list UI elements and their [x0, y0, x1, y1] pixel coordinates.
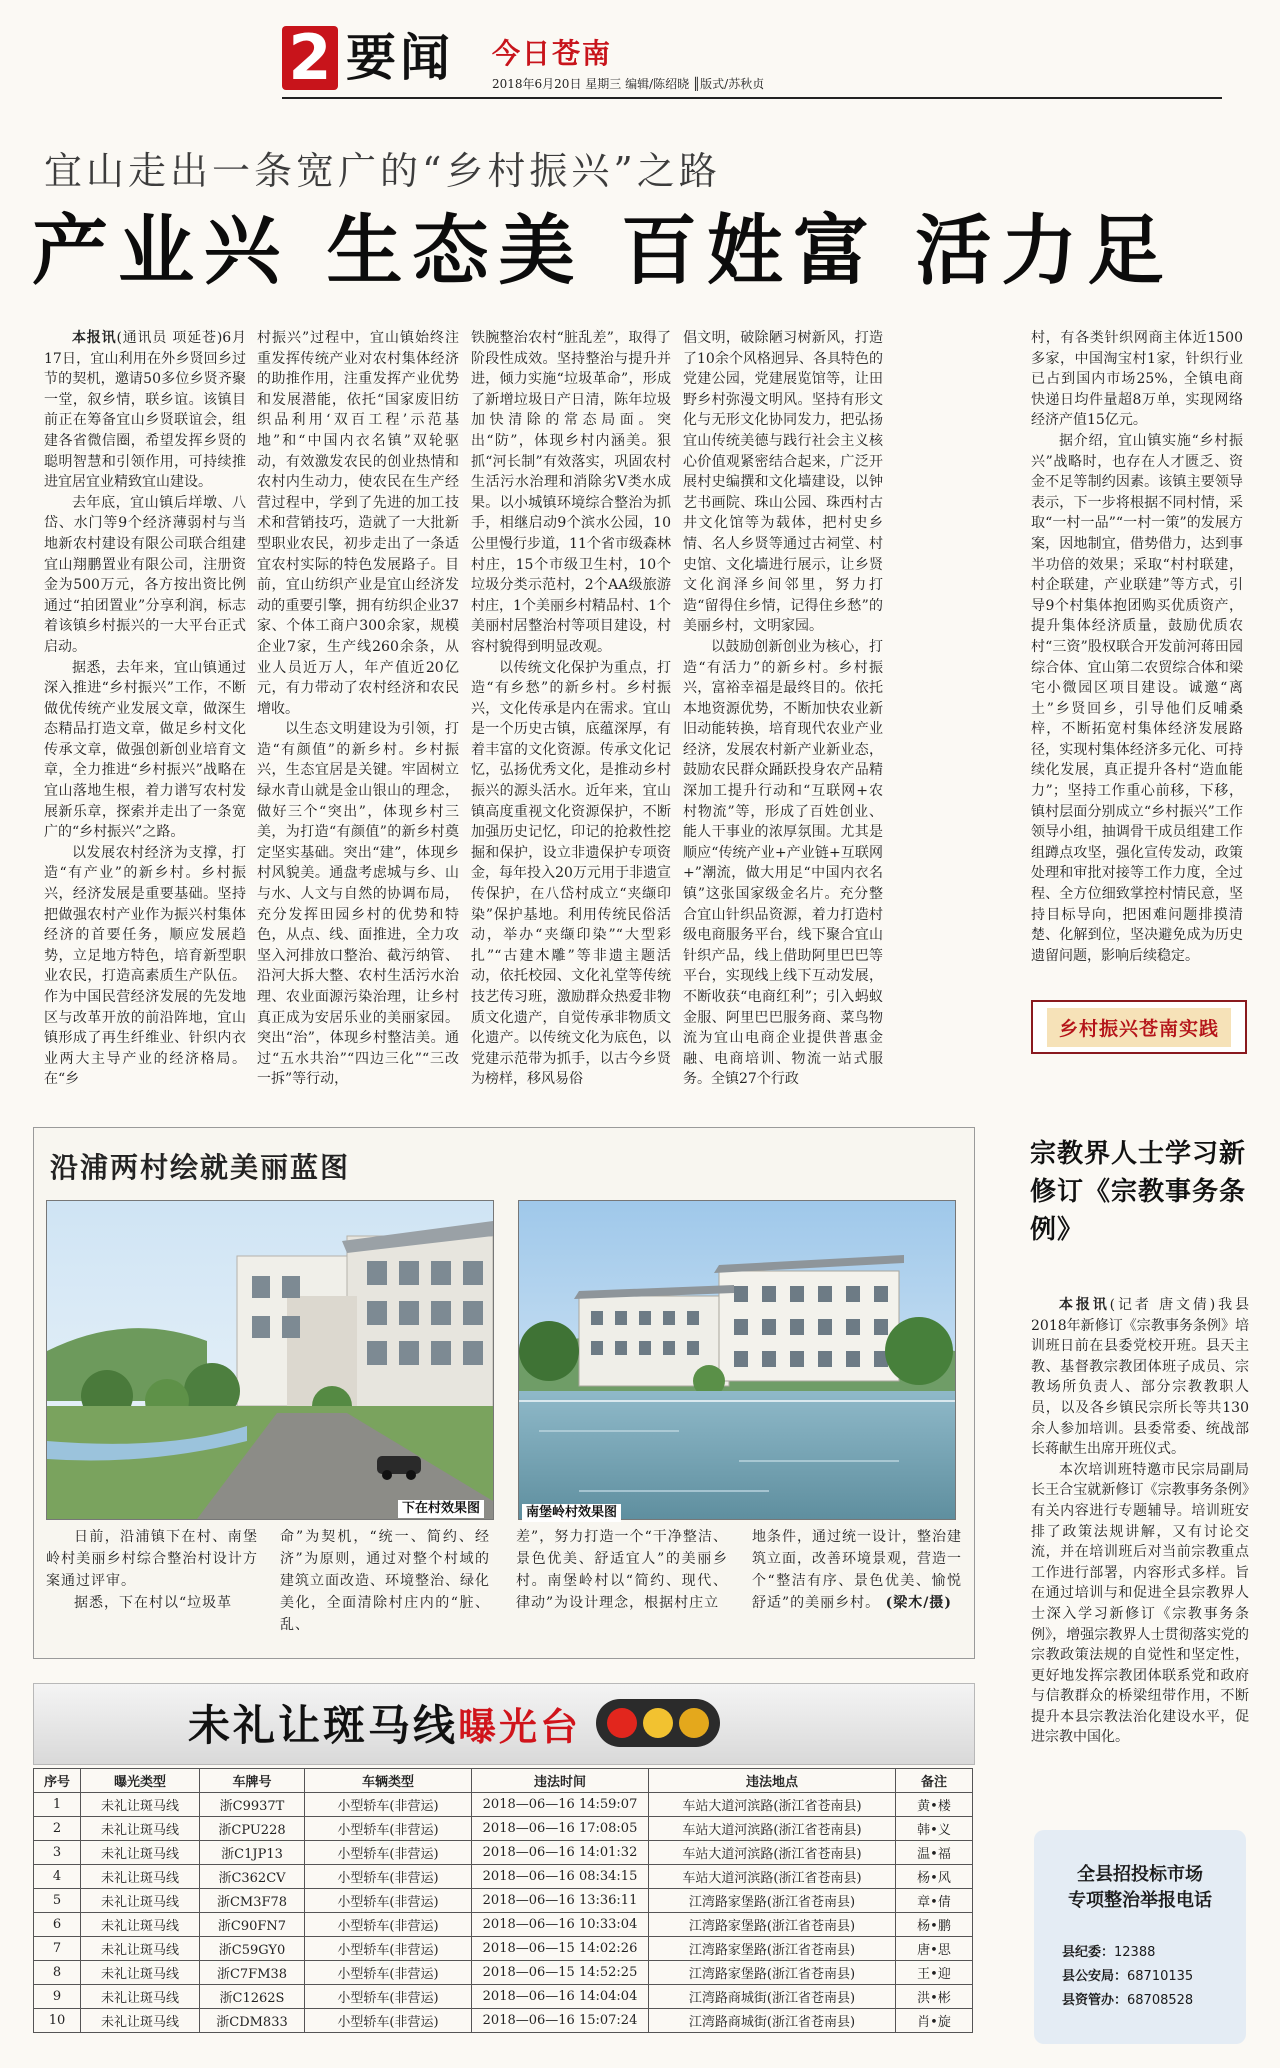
photo-credit: (梁木/摄) [885, 1595, 952, 1611]
article-paragraph [44, 328, 246, 493]
paragraph-text: 6月17日，宜山利用在外乡贤回乡过节的契机，邀请50多位乡贤齐聚一堂，叙乡情，联乡谊。该镇目前正在筹备宜山乡贤联谊会，组建各省微信圈，希望发挥乡贤的聪明智慧和引领作用，可持续推进宜居宜业精致宜山建设。 [44, 330, 246, 491]
table-cell: 车站大道河滨路(浙江省苍南县) [649, 1841, 896, 1865]
table-cell: 未礼让斑马线 [81, 1961, 200, 1985]
table-cell: 浙CDM833 [200, 2009, 305, 2033]
article-column-5 [1031, 328, 1243, 993]
table-cell: 小型轿车(非营运) [305, 1961, 472, 1985]
hotline-label: 县纪委： [1062, 1945, 1115, 1960]
religion-article-body [1031, 1295, 1249, 1825]
table-cell: 浙C9937T [200, 1793, 305, 1817]
table-cell: 2018—06—15 14:52:25 [472, 1961, 649, 1985]
table-cell: 江湾路商城街(浙江省苍南县) [649, 2009, 896, 2033]
table-cell: 小型轿车(非营运) [305, 1937, 472, 1961]
article-paragraph: 倡文明，破除陋习树新风，打造了10余个风格迥异、各具特色的党建公园，党建展览馆等，让田野乡村弥漫文明风。坚持有形文化与无形文化协同发力，把弘扬宜山传统美德与践行社会主义核心价值观紧密结合起来，广泛开展村史编撰和文化墙建设，以钟艺书画院、珠山公园、珠西村古井文化馆等为载体，把村史乡情、名人乡贤等通过古祠堂、村史馆、文化墙进行展示，让乡贤文化润泽乡间邻里，努力打造“留得住乡情，记得住乡愁”的美丽乡村，文明家园。 [683, 330, 883, 635]
table-cell: 小型轿车(非营运) [305, 1913, 472, 1937]
article-column-4 [683, 328, 883, 1090]
table-cell: 江湾路商城街(浙江省苍南县) [649, 1985, 896, 2009]
table-cell: 小型轿车(非营运) [305, 1889, 472, 1913]
table-cell: 浙C1JP13 [200, 1841, 305, 1865]
article-paragraph: 以生态文明建设为引领，打造“有颜值”的新乡村。乡村振兴，生态宜居是关键。牢固树立绿水青山就是金山银山的理念，做好三个“突出”，体现乡村三美，为打造“有颜值”的新乡村奠定坚实基础。突出“建”，体现乡村风貌美。通盘考虑城与乡、山与水、人文与自然的协调布局，充分发挥田园乡村的优势和特色，从点、线、面推进，全力攻坚入河排放口整治、截污纳管、沿河大拆大整、农村生活污水治理、农业面源污染治理，让乡村真正成为安居乐业的美丽家园。突出“治”，体现乡村整洁美。通过“五水共治”“四边三化”“三改一拆”等行动， [257, 721, 459, 1088]
table-cell: 洪•彬 [896, 1985, 973, 2009]
table-row [34, 1937, 973, 1961]
table-cell: 未礼让斑马线 [81, 1793, 200, 1817]
byline-sub: (记者 唐文倩) [1109, 1297, 1216, 1313]
column-header: 备注 [896, 1769, 973, 1793]
red-light-icon [607, 1708, 637, 1738]
table-row [34, 2009, 973, 2033]
traffic-light-icon [596, 1699, 720, 1747]
table-cell: 肖•旋 [896, 2009, 973, 2033]
article-paragraph [1031, 1295, 1249, 1460]
column-header: 违法时间 [472, 1769, 649, 1793]
table-cell: 江湾路家堡路(浙江省苍南县) [649, 1889, 896, 1913]
table-cell: 浙CPU228 [200, 1817, 305, 1841]
table-cell: 车站大道河滨路(浙江省苍南县) [649, 1817, 896, 1841]
byline: 本报讯 [72, 330, 117, 346]
article-paragraph: 本次培训班特邀市民宗局副局长王合宝就新修订《宗教事务条例》有关内容进行专题辅导。培训班安排了政策法规讲解，又有讨论交流，并在培训班后对当前宗教重点工作进行部署，内容形式多样。旨在通过培训与和促进全县宗教界人士深入学习新修订《宗教事务条例》，增强宗教界人士贯彻落实党的宗教政策法规的自觉性和坚定性，更好地发挥宗教团体联系党和政府与信教群众的桥梁纽带作用，不断提升本县宗教法治化建设水平，促进宗教中国化。 [1031, 1461, 1249, 1746]
table-cell: 1 [34, 1793, 81, 1817]
hotline-title-line: 专项整治举报电话 [1068, 1890, 1212, 1911]
table-cell: 浙C362CV [200, 1865, 305, 1889]
table-row [34, 1985, 973, 2009]
table-cell: 2018—06—16 15:07:24 [472, 2009, 649, 2033]
table-cell: 浙C59GY0 [200, 1937, 305, 1961]
hotline-number: 68708528 [1127, 1993, 1194, 2008]
table-cell: 5 [34, 1889, 81, 1913]
table-cell: 2 [34, 1817, 81, 1841]
zebra-title [188, 1700, 581, 1753]
table-cell: 9 [34, 1985, 81, 2009]
table-cell: 唐•思 [896, 1937, 973, 1961]
section-name: 要闻 [346, 29, 454, 87]
hotline-number: 12388 [1114, 1945, 1156, 1960]
zebra-title-main: 未礼让斑马线 [188, 1701, 459, 1750]
table-cell: 未礼让斑马线 [81, 1865, 200, 1889]
table-cell: 7 [34, 1937, 81, 1961]
table-row [34, 1817, 973, 1841]
table-cell: 未礼让斑马线 [81, 1937, 200, 1961]
table-cell: 小型轿车(非营运) [305, 1841, 472, 1865]
table-cell: 2018—06—16 14:01:32 [472, 1841, 649, 1865]
table-cell: 浙C1262S [200, 1985, 305, 2009]
table-cell: 车站大道河滨路(浙江省苍南县) [649, 1865, 896, 1889]
table-cell: 小型轿车(非营运) [305, 1817, 472, 1841]
nanbaoling-village-rendering [518, 1200, 956, 1520]
table-cell: 未礼让斑马线 [81, 1889, 200, 1913]
article-headline: 产业兴 生态美 百姓富 活力足 [32, 206, 1174, 295]
table-cell: 江湾路家堡路(浙江省苍南县) [649, 1961, 896, 1985]
table-cell: 2018—06—16 14:59:07 [472, 1793, 649, 1817]
violation-table [33, 1768, 973, 2033]
table-cell: 6 [34, 1913, 81, 1937]
table-cell: 黄•楼 [896, 1793, 973, 1817]
hotline-entry [1062, 1968, 1193, 1986]
column-header: 曝光类型 [81, 1769, 200, 1793]
village-paragraph: 地条件，通过统一设计，整治建筑立面，改善环境景观，营造一个“整洁有序、景色优美、愉悦舒适”的美丽乡村。 [752, 1529, 962, 1611]
hotline-label: 县资管办： [1062, 1993, 1128, 2008]
table-cell: 浙C7FM38 [200, 1961, 305, 1985]
yellow-light-icon [643, 1708, 673, 1738]
table-cell: 车站大道河滨路(浙江省苍南县) [649, 1793, 896, 1817]
table-cell: 王•迎 [896, 1961, 973, 1985]
table-cell: 未礼让斑马线 [81, 2009, 200, 2033]
hotline-entry [1062, 1944, 1155, 1962]
masthead-rule [282, 97, 1222, 99]
table-cell: 2018—06—16 08:34:15 [472, 1865, 649, 1889]
article-paragraph: 据介绍，宜山镇实施“乡村振兴”战略时，也存在人才匮乏、资金不足等制约因素。该镇主要领导表示，下一步将根据不同村情，采取“一村一品”“一村一策”的发展方案，因地制宜，借势借力，达到事半功倍的效果；采取“村村联建，村企联建，产业联建”等方式，引导9个村集体抱团购买优质资产，提升集体经济质量，鼓励优质农村“三资”股权联合开发前河蒋田园综合体、宜山第二农贸综合体和梁宅小微园区项目建设。诚邀“离土”乡贤回乡，引导他们反哺桑梓，不断拓宽村集体经济发展路径，实现村集体经济多元化、可持续化发展，真正提升各村“造血能力”；坚持工作重心前移，下移，镇村层面分别成立“乡村振兴”工作领导小组，抽调骨干成员组建工作组蹲点攻坚，强化宣传发动，政策处理和审批对接等工作力度，全过程、全方位细致掌控村情民意，坚持目标导向，把困难问题排摸清楚、化解到位，坚决避免成为历史遗留问题，影响后续稳定。 [1031, 432, 1243, 964]
table-cell: 小型轿车(非营运) [305, 1793, 472, 1817]
table-cell: 韩•义 [896, 1817, 973, 1841]
paragraph-text: 我县2018年新修订《宗教事务条例》培训班日前在县委党校开班。县天主教、基督教宗教团体班子成员、宗教场所负责人、部分宗教教职人员，以及各乡镇民宗所长等共130余人参加培训。县委常委、统战部长蒋献生出席开班仪式。 [1031, 1297, 1249, 1458]
article-column-2 [257, 328, 459, 1090]
column-header: 序号 [34, 1769, 81, 1793]
series-tag-label: 乡村振兴苍南实践 [1047, 1008, 1231, 1047]
table-row [34, 1865, 973, 1889]
article-paragraph: 铁腕整治农村“脏乱差”，取得了阶段性成效。坚持整治与提升并进，倾力实施“垃圾革命”，形成了新增垃圾日产日清，陈年垃圾加快清除的常态局面。突出“防”，体现乡村内涵美。狠抓“河长制”有效落实，巩固农村生活污水治理和消除劣V类水成果。以小城镇环境综合整治为抓手，相继启动9个滨水公园，10公里慢行步道，11个省市级森林村庄，15个市级卫生村，10个垃圾分类示范村，2个AA级旅游村庄，1个美丽乡村精品村、1个美丽村居整治村等项目建设，村容村貌得到明显改观。 [471, 330, 671, 655]
table-cell: 2018—06—16 14:04:04 [472, 1985, 649, 2009]
table-cell: 小型轿车(非营运) [305, 2009, 472, 2033]
village-paragraph: 日前，沿浦镇下在村、南堡岭村美丽乡村综合整治村设计方案通过评审。 [46, 1529, 258, 1589]
village-text-column-4 [752, 1526, 962, 1614]
hotline-number: 68710135 [1127, 1969, 1194, 1984]
column-header: 车牌号 [200, 1769, 305, 1793]
table-cell: 2018—06—16 10:33:04 [472, 1913, 649, 1937]
article-paragraph: 据悉，去年来，宜山镇通过深入推进“乡村振兴”工作，不断做优传统产业发展文章，做深生态精品打造文章，做足乡村文化传承文章，做强创新创业培育文章，全力推进“乡村振兴”战略在宜山落地生根，着力谱写农村发展新乐章，探索并走出了一条宽广的“乡村振兴”之路。 [44, 659, 246, 841]
zebra-title-red: 曝光台 [458, 1705, 582, 1749]
table-row [34, 1841, 973, 1865]
table-cell: 未礼让斑马线 [81, 1841, 200, 1865]
village-text-column-1 [46, 1526, 258, 1614]
byline: 本报讯 [1059, 1297, 1110, 1313]
hotline-entry [1062, 1992, 1193, 2010]
table-cell: 浙CM3F78 [200, 1889, 305, 1913]
table-cell: 8 [34, 1961, 81, 1985]
table-cell: 小型轿车(非营运) [305, 1985, 472, 2009]
table-cell: 温•福 [896, 1841, 973, 1865]
article-column-3 [471, 328, 671, 1090]
table-cell: 未礼让斑马线 [81, 1817, 200, 1841]
paper-name: 今日苍南 [492, 37, 613, 70]
table-cell: 2018—06—16 13:36:11 [472, 1889, 649, 1913]
article-paragraph: 去年底，宜山镇后垟墩、八岱、水门等9个经济薄弱村与当地新农村建设有限公司联合组建宜山翔鹏置业有限公司，注册资金为500万元，各方按出资比例通过“拍团置业”分享利润，标志着该镇乡村振兴的一大平台正式启动。 [44, 494, 246, 655]
table-row [34, 1793, 973, 1817]
table-cell: 2018—06—15 14:02:26 [472, 1937, 649, 1961]
table-row [34, 1889, 973, 1913]
table-cell: 3 [34, 1841, 81, 1865]
table-cell: 10 [34, 2009, 81, 2033]
table-row [34, 1961, 973, 1985]
village-text-column-2 [280, 1526, 490, 1636]
table-cell: 杨•风 [896, 1865, 973, 1889]
byline-sub: (通讯员 项延苍) [116, 330, 223, 346]
village-feature-title: 沿浦两村绘就美丽蓝图 [50, 1151, 351, 1184]
table-cell: 浙C90FN7 [200, 1913, 305, 1937]
village-paragraph: 据悉，下在村以“垃圾革 [74, 1595, 233, 1611]
table-cell: 杨•鹏 [896, 1913, 973, 1937]
photo-caption: 下在村效果图 [398, 1500, 484, 1518]
article-column-1 [44, 328, 246, 1090]
table-cell: 江湾路家堡路(浙江省苍南县) [649, 1913, 896, 1937]
table-row [34, 1913, 973, 1937]
article-paragraph: 以鼓励创新创业为核心，打造“有活力”的新乡村。乡村振兴，富裕幸福是最终目的。依托本地资源优势，不断加快农业新旧动能转换，培育现代农业产业经济，发展农村新产业新业态，鼓励农民群众踊跃投身农产品精深加工提升行动和“互联网+农村物流”等，形成了百姓创业、能人干事业的浓厚氛围。尤其是顺应“传统产业+产业链+互联网+”潮流，做大用足“中国内衣名镇”这张国家级金名片。充分整合宜山针织品资源，着力打造村级电商服务平台，线下聚合宜山针织产品，线上借助阿里巴巴等平台，实现线上线下互动发展，不断收获“电商红利”；引入蚂蚁金服、阿里巴巴服务商、菜鸟物流为宜山电商企业提供普惠金融、电商培训、物流一站式服务。全镇27个行政 [683, 638, 883, 1088]
article-paragraph: 以发展农村经济为支撑，打造“有产业”的新乡村。乡村振兴，经济发展是重要基础。坚持把做强农村产业作为振兴村集体经济的首要任务，顺应发展趋势，立足地方特色，培育新型职业农民，打造高素质生产队伍。作为中国民营经济发展的先发地区与改革开放的前沿阵地，宜山镇形成了再生纤维业、针织内衣业两大主导产业的经济格局。在“乡 [44, 844, 246, 1088]
article-kicker: 宜山走出一条宽广的“乡村振兴”之路 [44, 149, 721, 193]
article-paragraph: 村振兴”过程中，宜山镇始终注重发挥传统产业对农村集体经济的助推作用，注重发挥产业优势和发展潜能，依托“国家废旧纺织品利用‘双百工程’示范基地”和“中国内衣名镇”双轮驱动，有效激发农民的创业热情和农村内生动力，使农民在生产经营过程中，学到了先进的加工技术和营销技巧，造就了一大批新型职业农民，初步走出了一条适宜农村实际的特色发展路子。目前，宜山纺织产业是宜山经济发动的重要引擎，拥有纺织企业37家、个体工商户300余家，规模企业7家，生产线260余条，从业人员近万人，年产值近20亿元，有力带动了农村经济和农民增收。 [257, 330, 459, 717]
column-header: 违法地点 [649, 1769, 896, 1793]
table-header-row [34, 1769, 973, 1793]
hotline-title [1034, 1862, 1246, 1914]
date-line: 2018年6月20日 星期三 编辑/陈绍晓 ║版式/苏秋贞 [492, 77, 765, 91]
article-paragraph: 以传统文化保护为重点，打造“有乡愁”的新乡村。乡村振兴，文化传承是内在需求。宜山是一个历史古镇，底蕴深厚，有着丰富的文化资源。传承文化记忆，弘扬优秀文化，是推动乡村振兴的源头活水。近年来，宜山镇高度重视文化资源保护，不断加强历史记忆，印记的抢救性挖掘和保护，设立非遗保护专项资金，每年投入20万元用于非遗宣传保护，在八岱村成立“夹缬印染”保护基地。利用传统民俗活动，举办“夹缬印染”“大型彩扎”“古建木雕”等非遗主题活动，依托校园、文化礼堂等传统技艺传习班，激励群众热爱非物质文化遗产，自觉传承非物质文化遗产。以传统文化为底色，以党建示范带为抓手，以古今乡贤为榜样，移风易俗 [471, 659, 671, 1088]
xiazai-village-rendering [46, 1200, 494, 1520]
village-paragraph: 差”，努力打造一个“干净整洁、景色优美、舒适宜人”的美丽乡村。南堡岭村以“简约、现代、律动”为设计理念，根据村庄立 [516, 1529, 728, 1611]
series-tag [1031, 1000, 1247, 1054]
photo-caption: 南堡岭村效果图 [522, 1504, 621, 1522]
article-paragraph: 村，有各类针织网商主体近1500多家，中国淘宝村1家，针织行业已占到国内市场25%，全镇电商快递日均件量超8万单，实现网络经济产值15亿元。 [1031, 330, 1243, 429]
village-text-column-3 [516, 1526, 728, 1614]
page-number: 2 [282, 26, 338, 90]
table-cell: 未礼让斑马线 [81, 1913, 200, 1937]
table-cell: 2018—06—16 17:08:05 [472, 1817, 649, 1841]
village-paragraph: 命”为契机，“统一、简约、经济”为原则，通过对整个村域的建筑立面改造、环境整治、绿化美化，全面清除村庄内的“脏、乱、 [280, 1529, 490, 1633]
hotline-label: 县公安局： [1062, 1969, 1128, 1984]
table-cell: 未礼让斑马线 [81, 1985, 200, 2009]
table-cell: 章•倩 [896, 1889, 973, 1913]
table-cell: 4 [34, 1865, 81, 1889]
amber-light-icon [679, 1708, 709, 1738]
column-header: 车辆类型 [305, 1769, 472, 1793]
religion-article-title: 宗教界人士学习新修订《宗教事务条例》 [1030, 1139, 1247, 1245]
hotline-title-line: 全县招投标市场 [1077, 1864, 1203, 1885]
table-cell: 江湾路家堡路(浙江省苍南县) [649, 1937, 896, 1961]
table-cell: 小型轿车(非营运) [305, 1865, 472, 1889]
